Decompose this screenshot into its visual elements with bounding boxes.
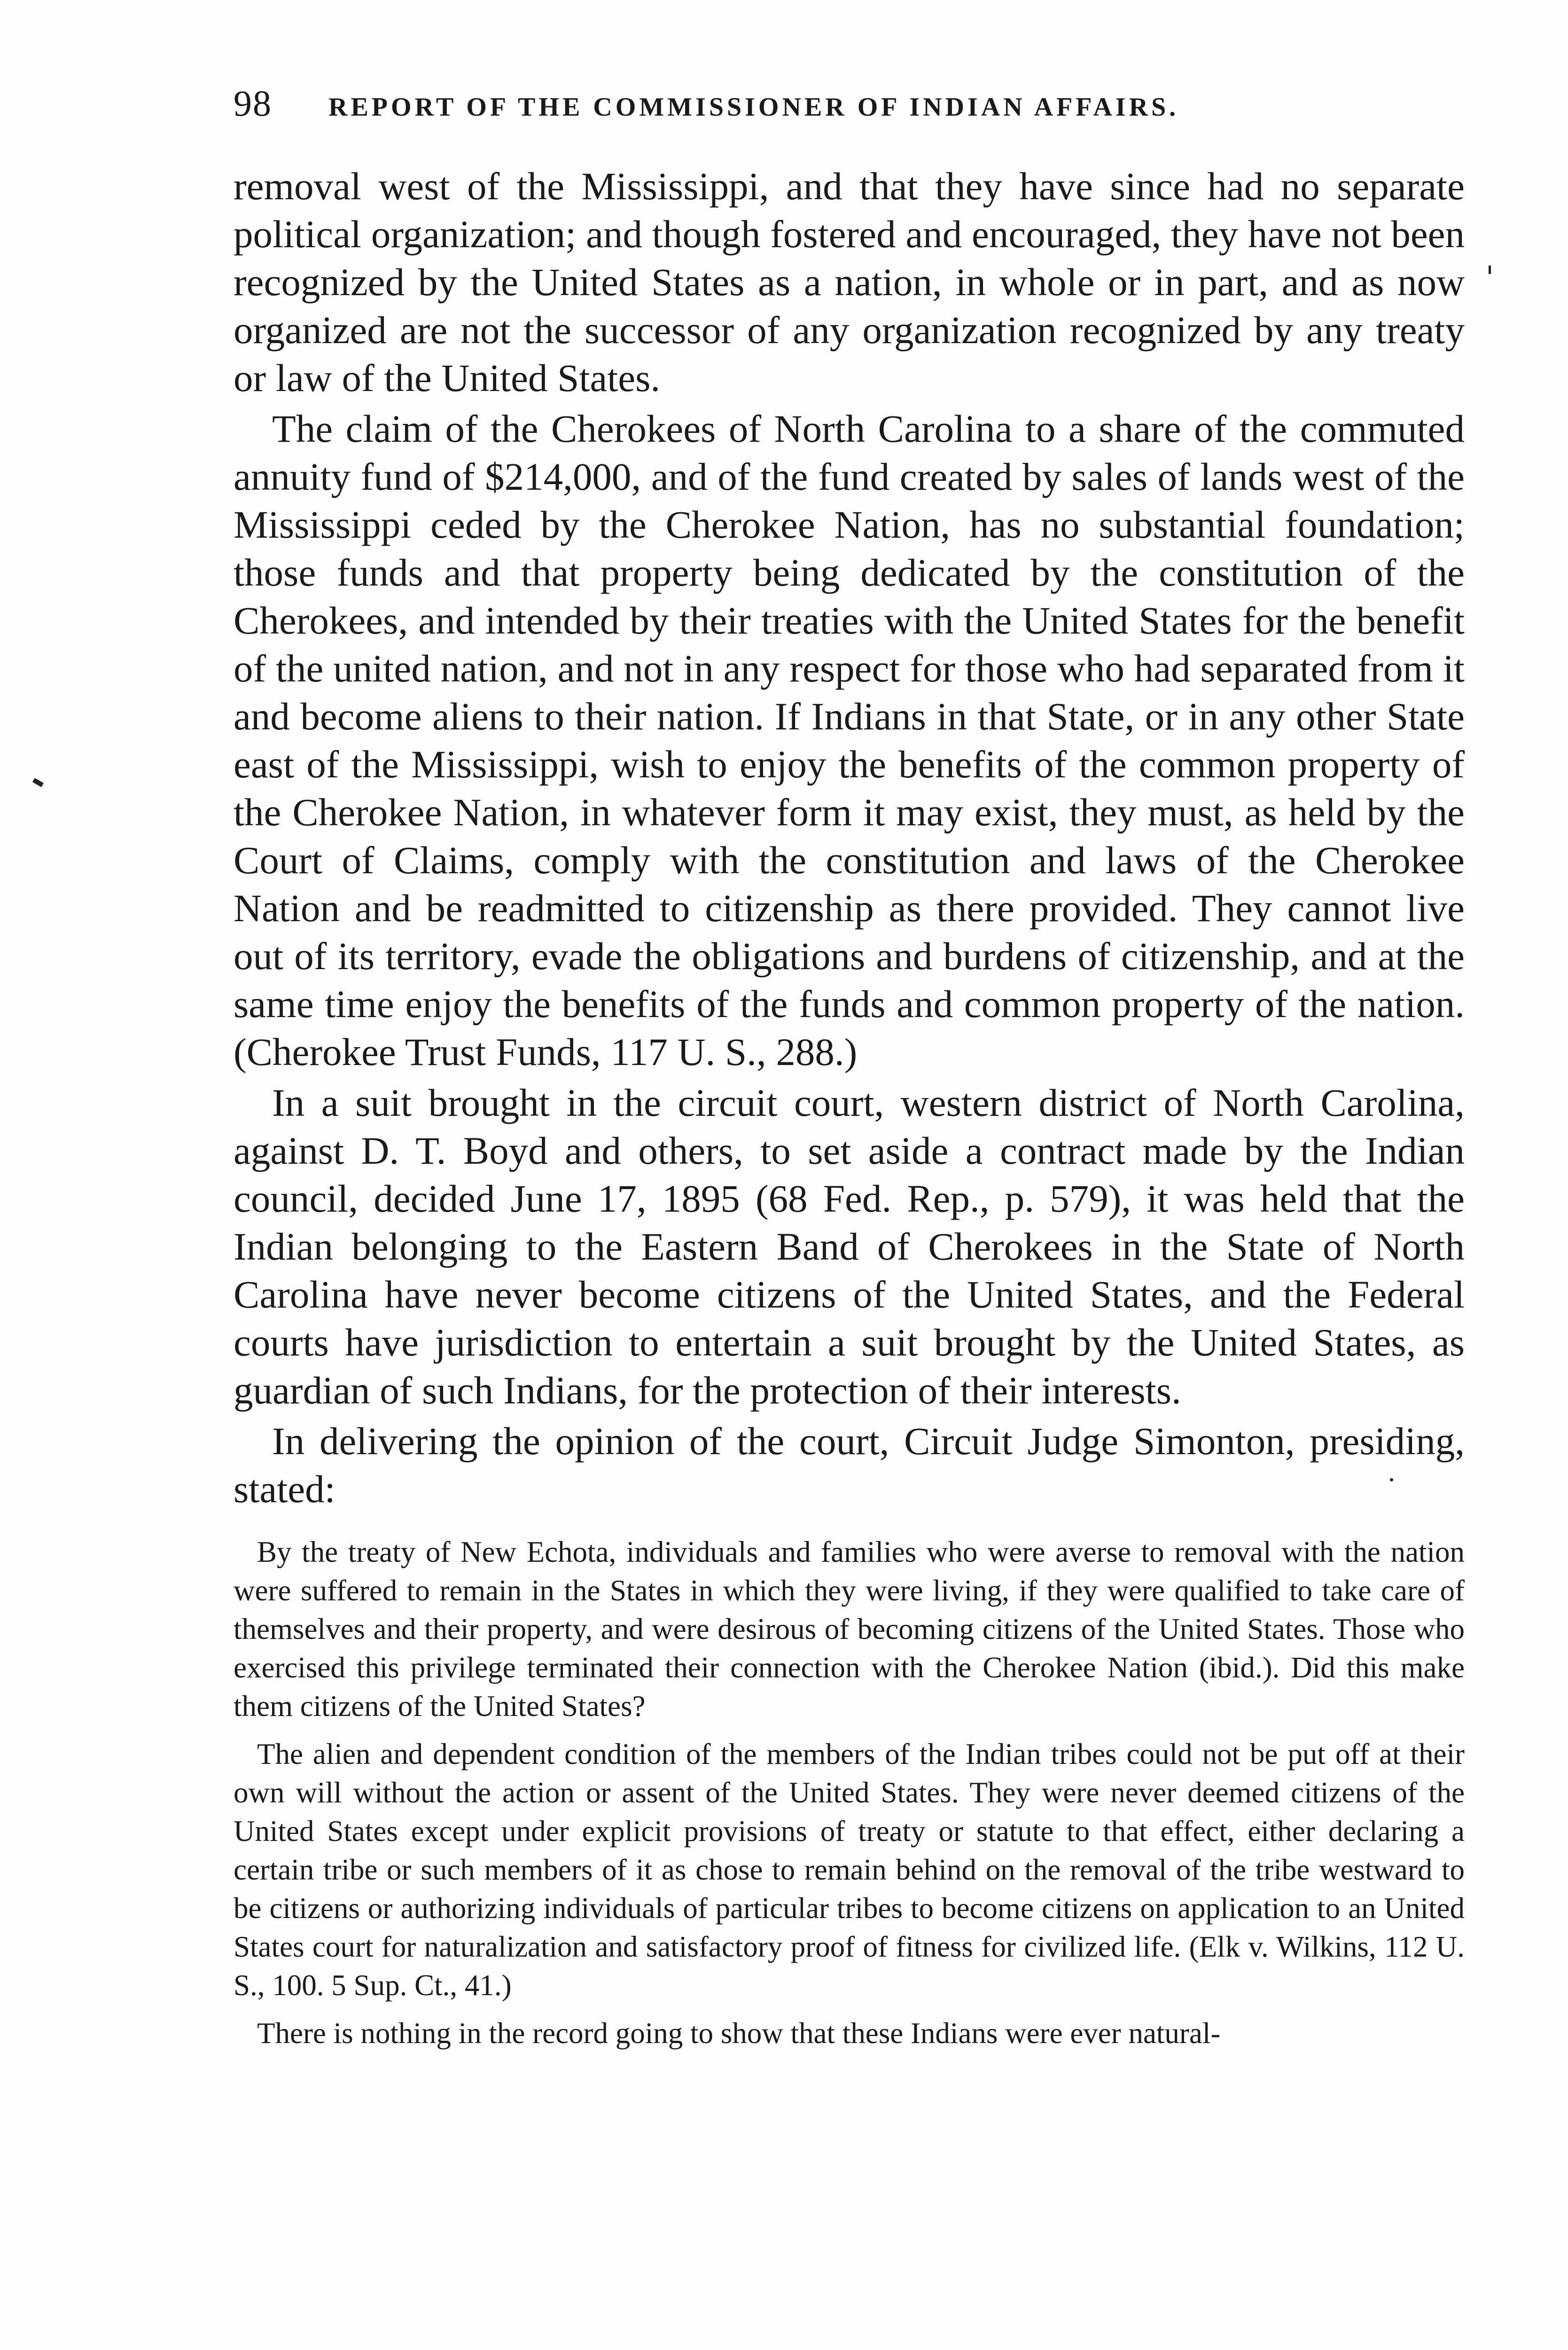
page-header — [234, 82, 1385, 134]
paragraph-1: removal west of the Mississippi, and that they have since had no separate political organization; and though fostered and encouraged, they have not been recognized by the United States as a nation, in whole or in part, and as now organized are not the successor of any organization recognized by any treaty or law of the United States. — [234, 164, 1465, 400]
page-number: 98 — [234, 83, 272, 124]
body-text — [234, 162, 1465, 2052]
scan-mark — [1390, 1478, 1393, 1481]
quote-paragraph-3: There is nothing in the record going to show that these Indians were ever natural- — [257, 2017, 1221, 2050]
running-head: REPORT OF THE COMMISSIONER OF INDIAN AFFAIRS. — [328, 93, 1179, 122]
scan-mark — [1489, 266, 1491, 274]
quoted-opinion — [234, 1533, 1465, 2052]
scan-mark — [32, 778, 44, 787]
paragraph-3: In a suit brought in the circuit court, western district of North Carolina, against D. T. Boyd and others, to set aside a contract made by the Indian council, decided June 17, 1895 (68 Fed. Rep., p. 579), it was held that the Indian belonging to the Eastern Band of Cherokees in the State of North Carolina have never become citizens of the United States, and the Federal courts have jurisdiction to entertain a suit brought by the United States, as guardian of such Indians, for the protection of their interests. — [234, 1081, 1465, 1412]
paragraph-4: In delivering the opinion of the court, Circuit Judge Simonton, presiding, stated: — [234, 1419, 1465, 1511]
quote-paragraph-1: By the treaty of New Echota, individuals and families who were averse to removal with the nation were suffered to remain in the States in which they were living, if they were qualified to take care of themselves and their property, and were desirous of becoming citizens of the United States. Those who exercised this privilege terminated their connection with the Cherokee Nation (ibid.). Did this make them citizens of the United States? — [234, 1535, 1465, 1723]
quote-paragraph-2: The alien and dependent condition of the members of the Indian tribes could not be put off at their own will without the action or assent of the United States. They were never deemed citizens of the United States except under explicit provisions of treaty or statute to that effect, either declaring a certain tribe or such members of it as chose to remain behind on the removal of the tribe westward to be citizens or authorizing individuals of particular tribes to become citizens on application to an United States court for naturalization and satisfactory proof of fitness for civilized life. (Elk v. Wilkins, 112 U. S., 100. 5 Sup. Ct., 41.) — [234, 1738, 1465, 2002]
paragraph-2: The claim of the Cherokees of North Carolina to a share of the commuted annuity fund of $214,000, and of the fund created by sales of lands west of the Mississippi ceded by the Cherokee Nation, has no substantial foundation; those funds and that property being dedicated by the constitution of the Cherokees, and intended by their treaties with the United States for the benefit of the united nation, and not in any respect for those who had separated from it and become aliens to their nation. If Indians in that State, or in any other State east of the Mississippi, wish to enjoy the benefits of the common property of the Cherokee Nation, in whatever form it may exist, they must, as held by the Court of Claims, comply with the constitution and laws of the Cherokee Nation and be readmitted to citizenship as there provided. They cannot live out of its territory, evade the obligations and burdens of citizenship, and at the same time enjoy the benefits of the funds and common property of the nation. (Cherokee Trust Funds, 117 U. S., 288.) — [234, 407, 1465, 1073]
